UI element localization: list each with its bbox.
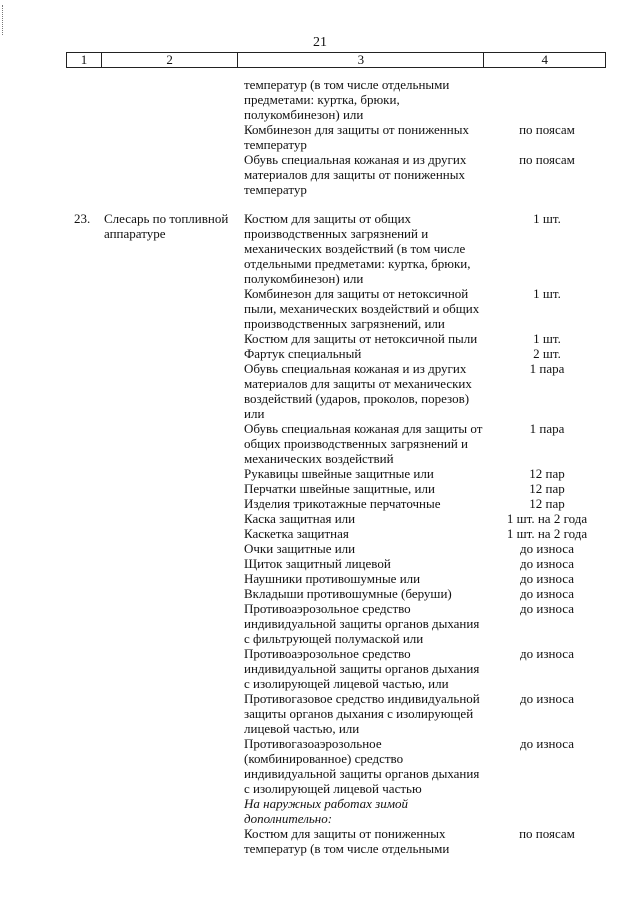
issue-norm-cell: 1 шт. на 2 года: [506, 511, 588, 526]
protective-item-cell: Щиток защитный лицевой: [244, 556, 391, 571]
issue-norm-cell: 12 пар: [529, 496, 565, 511]
table-row: [0, 271, 640, 286]
protective-item-cell: Очки защитные или: [244, 541, 356, 556]
protective-item-cell: воздействий (ударов, проколов, порезов): [244, 391, 470, 406]
protective-item-cell: с фильтрующей полумаской или: [244, 631, 424, 646]
protective-item-cell: Противогазовое средство индивидуальной: [244, 691, 480, 706]
column-header-3: 3: [238, 53, 484, 67]
protective-item-cell: Перчатки швейные защитные, или: [244, 481, 435, 496]
table-row: [0, 77, 640, 92]
table-row: [0, 361, 640, 376]
issue-norm-cell: по поясам: [519, 152, 575, 167]
entry-separator: [0, 197, 640, 211]
table-row: [0, 676, 640, 691]
protective-item-cell: температур (в том числе отдельными: [244, 841, 450, 856]
table-row: [0, 301, 640, 316]
table-row: [0, 511, 640, 526]
table-row: [0, 646, 640, 661]
profession-cell: аппаратуре: [104, 226, 166, 241]
continued-entry-block: [0, 77, 640, 197]
protective-item-cell: индивидуальной защиты органов дыхания: [244, 661, 480, 676]
table-row: [0, 601, 640, 616]
table-row: [0, 826, 640, 841]
table-row: [0, 586, 640, 601]
table-row: [0, 541, 640, 556]
column-header-1: 1: [67, 53, 102, 67]
protective-item-cell: Каскетка защитная: [244, 526, 349, 541]
protective-item-cell: механических воздействий (в том числе: [244, 241, 466, 256]
table-row: [0, 526, 640, 541]
protective-item-cell: лицевой частью, или: [244, 721, 360, 736]
issue-norm-cell: 1 пара: [529, 361, 565, 376]
protective-item-cell: температур: [244, 137, 307, 152]
issue-norm-cell: 12 пар: [529, 466, 565, 481]
table-row: [0, 107, 640, 122]
table-row: [0, 556, 640, 571]
table-row: [0, 211, 640, 226]
protective-item-cell: полукомбинезон) или: [244, 271, 364, 286]
table-row: [0, 751, 640, 766]
protective-item-cell: защиты органов дыхания с изолирующей: [244, 706, 474, 721]
table-row: [0, 766, 640, 781]
table-row: [0, 346, 640, 361]
table-row: [0, 331, 640, 346]
protective-item-cell: общих производственных загрязнений и: [244, 436, 469, 451]
protective-item-cell: Вкладыши противошумные (беруши): [244, 586, 452, 601]
table-row: [0, 92, 640, 107]
protective-item-cell: Комбинезон для защиты от нетоксичной: [244, 286, 469, 301]
protective-item-cell: с изолирующей лицевой частью, или: [244, 676, 449, 691]
protective-item-cell: Обувь специальная кожаная для защиты от: [244, 421, 483, 436]
column-header-4: 4: [541, 52, 548, 67]
protective-item-cell: Противоаэрозольное средство: [244, 646, 411, 661]
protective-item-cell: производственных загрязнений и: [244, 226, 429, 241]
table-row: [0, 256, 640, 271]
profession-cell: Слесарь по топливной: [104, 211, 229, 226]
protective-item-cell: производственных загрязнений, или: [244, 316, 445, 331]
protective-item-cell: Рукавицы швейные защитные или: [244, 466, 434, 481]
protective-item-cell: материалов для защиты от механических: [244, 376, 472, 391]
table-row: [0, 781, 640, 796]
protective-item-cell: Костюм для защиты от общих: [244, 211, 412, 226]
issue-norm-cell: 1 шт.: [533, 331, 561, 346]
table-row: [0, 571, 640, 586]
protective-item-cell: (комбинированное) средство: [244, 751, 404, 766]
table-row: [0, 721, 640, 736]
table-row: [0, 811, 640, 826]
issue-norm-cell: до износа: [520, 736, 574, 751]
protective-item-cell: Изделия трикотажные перчаточные: [244, 496, 441, 511]
row-number: 23.: [74, 211, 91, 226]
table-row: [0, 616, 640, 631]
table-row: [0, 631, 640, 646]
protective-item-cell: полукомбинезон) или: [244, 107, 364, 122]
table-row: [0, 226, 640, 241]
protective-item-cell: предметами: куртка, брюки,: [244, 92, 400, 107]
protective-item-cell: Противоаэрозольное средство: [244, 601, 411, 616]
table-row: [0, 406, 640, 421]
table-row: [0, 152, 640, 167]
issue-norm-cell: по поясам: [519, 122, 575, 137]
table-row: [0, 841, 640, 856]
table-row: [0, 481, 640, 496]
protective-item-cell: температур (в том числе отдельными: [244, 77, 450, 92]
protective-item-cell: На наружных работах зимой: [244, 796, 409, 811]
issue-norm-cell: по поясам: [519, 826, 575, 841]
issue-norm-cell: до износа: [520, 691, 574, 706]
issue-norm-cell: до износа: [520, 646, 574, 661]
protective-item-cell: Костюм для защиты от пониженных: [244, 826, 446, 841]
table-row: [0, 286, 640, 301]
table-row: [0, 376, 640, 391]
issue-norm-cell: до износа: [520, 556, 574, 571]
table-row: [0, 122, 640, 137]
scan-edge-marks: [2, 5, 6, 35]
protective-item-cell: Фартук специальный: [244, 346, 362, 361]
protective-item-cell: Костюм для защиты от нетоксичной пыли: [244, 331, 478, 346]
table-row: [0, 436, 640, 451]
protective-item-cell: механических воздействий: [244, 451, 394, 466]
table-row: [0, 421, 640, 436]
table-row: [0, 137, 640, 152]
column-header-2: 2: [102, 53, 239, 67]
issue-norm-cell: до износа: [520, 586, 574, 601]
issue-norm-cell: до износа: [520, 571, 574, 586]
protective-item-cell: или: [244, 406, 265, 421]
issue-norm-cell: 1 шт. на 2 года: [506, 526, 588, 541]
table-row: [0, 796, 640, 811]
protective-item-cell: индивидуальной защиты органов дыхания: [244, 616, 480, 631]
protective-item-cell: температур: [244, 182, 307, 197]
protective-item-cell: индивидуальной защиты органов дыхания: [244, 766, 480, 781]
protective-item-cell: Противогазоаэрозольное: [244, 736, 382, 751]
issue-norm-cell: 1 шт.: [533, 211, 561, 226]
table-row: [0, 736, 640, 751]
table-row: [0, 496, 640, 511]
protective-item-cell: дополнительно:: [244, 811, 333, 826]
issue-norm-cell: до износа: [520, 541, 574, 556]
issue-norm-cell: 12 пар: [529, 481, 565, 496]
protective-item-cell: пыли, механических воздействий и общих: [244, 301, 480, 316]
page-number: 21: [313, 35, 327, 50]
issue-norm-cell: 1 пара: [529, 421, 565, 436]
table-row: [0, 391, 640, 406]
protective-item-cell: Каска защитная или: [244, 511, 356, 526]
table-row: [0, 691, 640, 706]
entry-23-block: [0, 211, 640, 856]
issue-norm-cell: 2 шт.: [533, 346, 561, 361]
table-row: [0, 167, 640, 182]
issue-norm-cell: до износа: [520, 601, 574, 616]
table-body: [0, 77, 640, 856]
protective-item-cell: Обувь специальная кожаная и из других: [244, 361, 467, 376]
protective-item-cell: отдельными предметами: куртка, брюки,: [244, 256, 471, 271]
protective-item-cell: материалов для защиты от пониженных: [244, 167, 465, 182]
table-row: [0, 706, 640, 721]
issue-norm-cell: 1 шт.: [533, 286, 561, 301]
table-row: [0, 451, 640, 466]
table-row: [0, 241, 640, 256]
table-row: [0, 661, 640, 676]
table-row: [0, 182, 640, 197]
protective-item-cell: с изолирующей лицевой частью: [244, 781, 422, 796]
protective-item-cell: Комбинезон для защиты от пониженных: [244, 122, 469, 137]
table-row: [0, 316, 640, 331]
column-header-row: [66, 52, 606, 68]
protective-item-cell: Обувь специальная кожаная и из других: [244, 152, 467, 167]
table-row: [0, 466, 640, 481]
protective-item-cell: Наушники противошумные или: [244, 571, 421, 586]
